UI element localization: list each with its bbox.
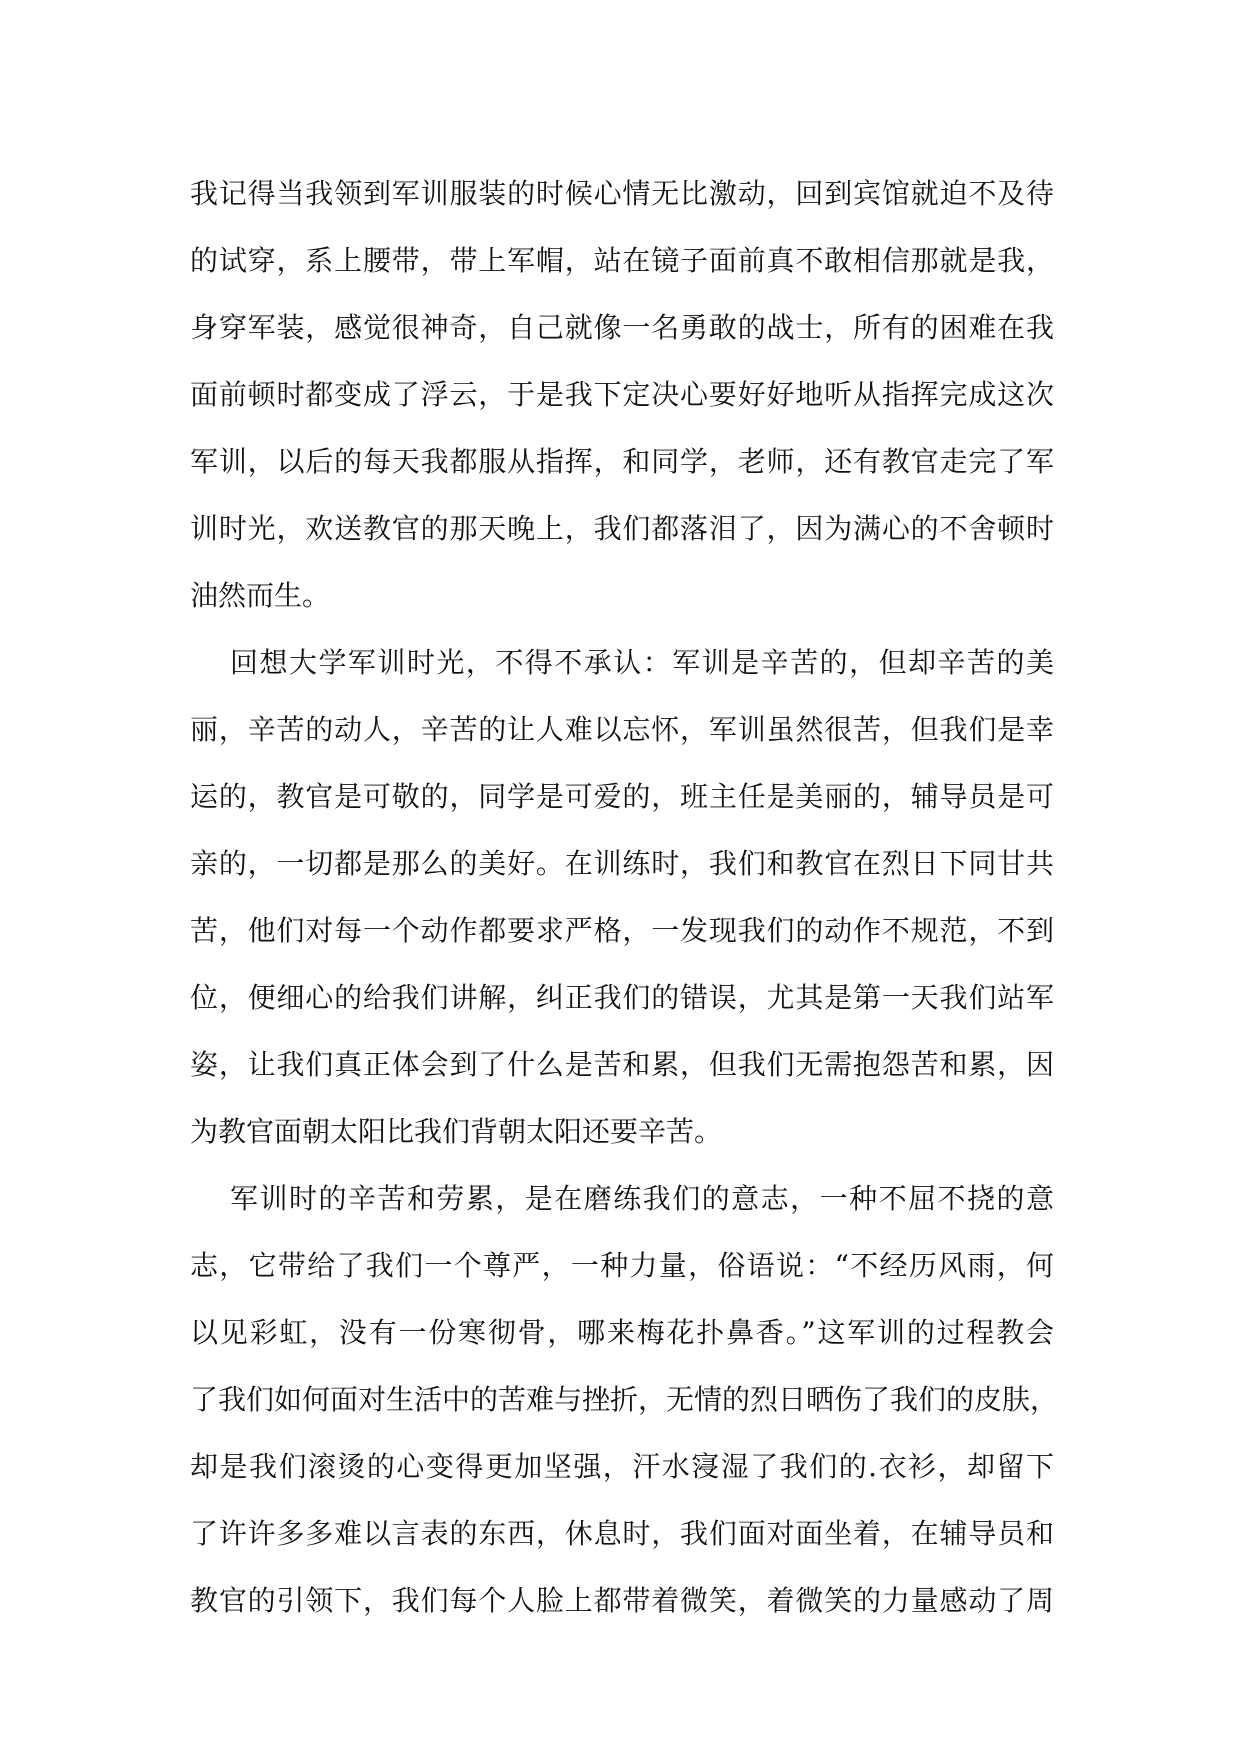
text-line: 身穿军装，感觉很神奇，自己就像一名勇敢的战士，所有的困难在我 <box>190 311 1054 344</box>
text-line: 丽，辛苦的动人，辛苦的让人难以忘怀，军训虽然很苦，但我们是幸 <box>190 713 1054 746</box>
text-line: 姿，让我们真正体会到了什么是苦和累，但我们无需抱怨苦和累，因 <box>190 1048 1054 1081</box>
text-line: 训时光，欢送教官的那天晚上，我们都落泪了，因为满心的不舍顿时 <box>190 512 1054 545</box>
text-line: 了我们如何面对生活中的苦难与挫折，无情的烈日晒伤了我们的皮肤， <box>190 1383 1059 1416</box>
paragraph-3 <box>190 1165 1059 1634</box>
text-line: 位，便细心的给我们讲解，纠正我们的错误，尤其是第一天我们站军 <box>190 981 1054 1014</box>
text-line: 教官的引领下，我们每个人脸上都带着微笑，着微笑的力量感动了周 <box>190 1584 1054 1617</box>
text-line: 亲的，一切都是那么的美好。在训练时，我们和教官在烈日下同甘共 <box>190 847 1054 880</box>
text-line: 油然而生。 <box>190 579 331 612</box>
paragraph-1 <box>190 160 1054 629</box>
text-line: 我记得当我领到军训服装的时候心情无比激动，回到宾馆就迫不及待 <box>190 177 1054 210</box>
text-line: 面前顿时都变成了浮云，于是我下定决心要好好地听从指挥完成这次 <box>190 378 1054 411</box>
text-line: 了许许多多难以言表的东西，休息时，我们面对面坐着，在辅导员和 <box>190 1517 1054 1550</box>
text-line: 志，它带给了我们一个尊严，一种力量，俗语说：“不经历风雨，何 <box>190 1249 1054 1282</box>
text-line: 以见彩虹，没有一份寒彻骨，哪来梅花扑鼻香。”这军训的过程教会 <box>190 1316 1054 1349</box>
text-line: 运的，教官是可敬的，同学是可爱的，班主任是美丽的，辅导员是可 <box>190 780 1054 813</box>
text-line: 苦，他们对每一个动作都要求严格，一发现我们的动作不规范，不到 <box>190 914 1054 947</box>
document-body <box>190 160 1059 1634</box>
text-line: 却是我们滚烫的心变得更加坚强，汗水寖湿了我们的.衣衫，却留下 <box>190 1450 1054 1483</box>
text-line: 军训时的辛苦和劳累，是在磨练我们的意志，一种不屈不挠的意 <box>230 1182 1054 1215</box>
text-line: 军训，以后的每天我都服从指挥，和同学，老师，还有教官走完了军 <box>190 445 1054 478</box>
text-line: 为教官面朝太阳比我们背朝太阳还要辛苦。 <box>190 1115 723 1148</box>
text-line: 回想大学军训时光，不得不承认：军训是辛苦的，但却辛苦的美 <box>230 646 1054 679</box>
text-line: 的试穿，系上腰带，带上军帽，站在镜子面前真不敢相信那就是我， <box>190 244 1054 277</box>
paragraph-2 <box>190 629 1054 1165</box>
